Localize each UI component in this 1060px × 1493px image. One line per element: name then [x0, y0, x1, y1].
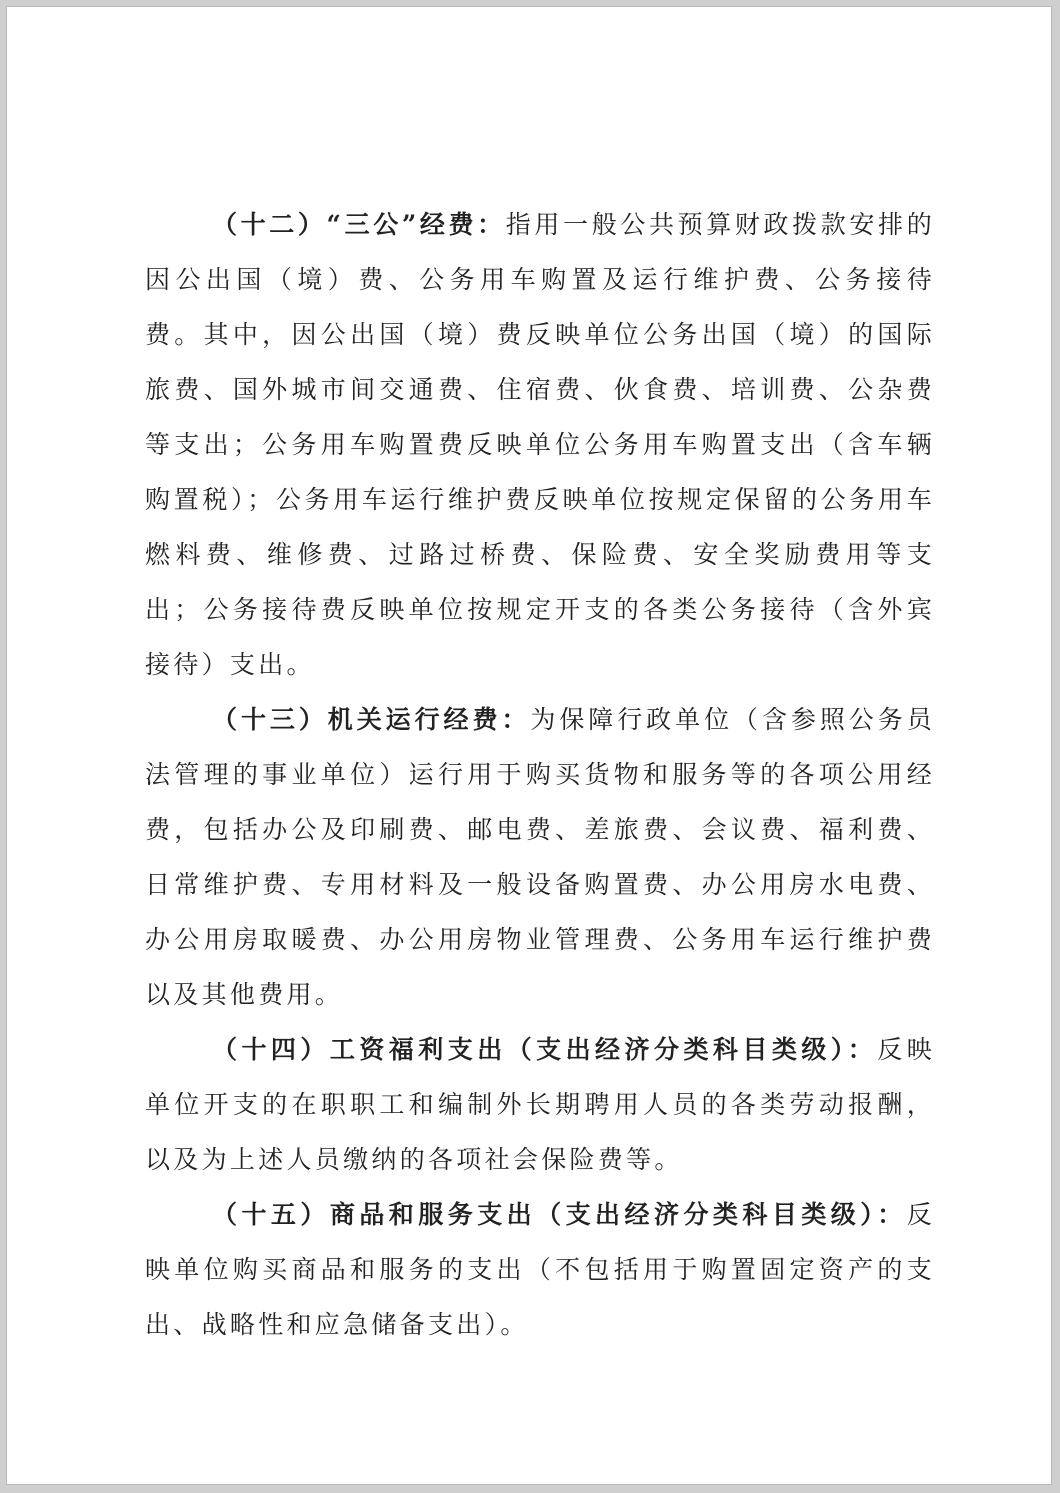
document-page — [6, 6, 1052, 1485]
paragraph-text: 为保障行政单位（含参照公务员法管理的事业单位）运行用于购买货物和服务等的各项公用经费，包括办公及印刷费、邮电费、差旅费、会议费、福利费、日常维护费、专用材料及一般设备购置费、办公用房水电费、办公用房取暖费、办公用房物业管理费、公务用车运行维护费以及其他费用。 — [145, 705, 935, 1009]
paragraph-heading: （十五）商品和服务支出（支出经济分类科目类级）： — [212, 1200, 907, 1229]
paragraph-text: 反映单位购买商品和服务的支出（不包括用于购置固定资产的支出、战略性和应急储备支出）。 — [145, 1200, 935, 1339]
paragraph-text: 反映单位开支的在职职工和编制外长期聘用人员的各类劳动报酬，以及为上述人员缴纳的各项社会保险费等。 — [145, 1035, 936, 1174]
paragraph-heading: （十四）工资福利支出（支出经济分类科目类级）： — [212, 1035, 878, 1064]
paragraph-agency-operating-expenses — [145, 692, 935, 1022]
paragraph-wages-welfare — [145, 1022, 935, 1187]
paragraph-text: 指用一般公共预算财政拨款安排的因公出国（境）费、公务用车购置及运行维护费、公务接待费。其中，因公出国（境）费反映单位公务出国（境）的国际旅费、国外城市间交通费、住宿费、伙食费、培训费、公杂费等支出；公务用车购置费反映单位公务用车购置支出（含车辆购置税）；公务用车运行维护费反映单位按规定保留的公务用车燃料费、维修费、过路过桥费、保险费、安全奖励费用等支出；公务接待费反映单位按规定开支的各类公务接待（含外宾接待）支出。 — [145, 210, 935, 679]
paragraph-heading: （十三）机关运行经费： — [212, 705, 531, 734]
document-body — [145, 197, 935, 1352]
paragraph-san-gong-expenses — [145, 197, 935, 692]
paragraph-goods-services — [145, 1187, 935, 1352]
paragraph-heading: （十二）“三公”经费： — [212, 210, 506, 239]
